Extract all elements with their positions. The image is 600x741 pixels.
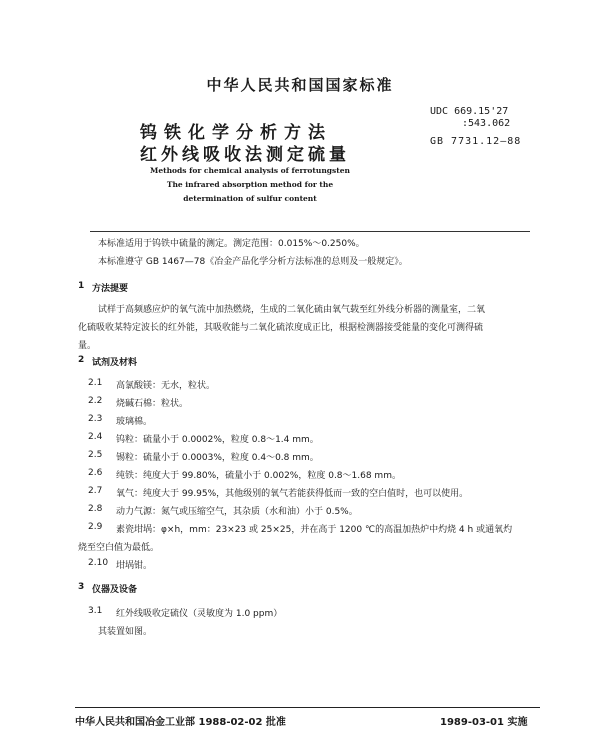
list-item-number: 2.4	[88, 432, 103, 442]
list-item-text: 氧气：纯度大于 99.95%，其他级别的氧气若能获得低而一致的空白值时，也可以使用。	[116, 489, 469, 499]
list-item-number: 2.3	[88, 414, 103, 424]
document-title-line1: 钨铁化学分析方法	[140, 123, 332, 143]
english-title-line3: determination of sulfur content	[183, 194, 317, 203]
list-item-text: 烧碱石棉：粒状。	[116, 399, 189, 409]
section-1-paragraph-line3: 量。	[78, 341, 97, 351]
list-item-text: 玻璃棉。	[116, 417, 153, 427]
section-2-number: 2	[78, 355, 85, 365]
list-item-number: 2.9	[88, 522, 103, 532]
compliance-statement: 本标准遵守 GB 1467—78《冶金产品化学分析方法标准的总则及一般规定》。	[98, 257, 408, 267]
list-item-text: 红外线吸收定硫仪（灵敏度为 1.0 ppm）	[116, 609, 283, 619]
footer-divider	[75, 707, 540, 708]
list-item-number: 3.1	[88, 606, 103, 616]
standard-name: 中华人民共和国国家标准	[206, 76, 394, 94]
scope-statement: 本标准适用于钨铁中硫量的测定。测定范围：0.015%～0.250%。	[98, 239, 365, 249]
list-item-text: 锡粒：硫量小于 0.0003%，粒度 0.4～0.8 mm。	[116, 453, 319, 463]
list-item-number: 2.2	[88, 396, 103, 406]
list-item-number: 2.6	[88, 468, 103, 478]
section-1-paragraph-line2: 化硫吸收某特定波长的红外能，其吸收能与二氧化硫浓度成正比，根据检测器接受能量的变化可测得硫	[78, 323, 484, 333]
english-title-line2: The infrared absorption method for the	[166, 180, 334, 189]
section-1-number: 1	[78, 281, 85, 291]
section-3-title: 仪器及设备	[92, 585, 138, 595]
section-1-paragraph-line1: 试样于高频感应炉的氧气流中加热燃烧，生成的二氧化硫由氧气载至红外线分析器的测量室，二氧	[98, 305, 486, 315]
list-item-text: 纯铁：纯度大于 99.80%，硫量小于 0.002%，粒度 0.8～1.68 mm。	[116, 471, 401, 481]
list-item-number: 2.1	[88, 378, 103, 388]
udc-code-line2: :543.062	[462, 118, 511, 129]
english-title-line1: Methods for chemical analysis of ferrotungsten	[150, 166, 350, 175]
section-2-title: 试剂及材料	[92, 358, 138, 368]
document-title-line2: 红外线吸收法测定硫量	[140, 145, 350, 165]
list-item-number: 2.8	[88, 504, 103, 514]
header-divider	[90, 231, 530, 232]
section-1-title: 方法提要	[92, 284, 129, 294]
udc-code-line1: UDC 669.15'27	[430, 106, 509, 117]
approval-notice: 中华人民共和国冶金工业部 1988-02-02 批准	[75, 717, 286, 728]
section-3-number: 3	[78, 582, 85, 592]
list-item-text: 动力气源：氮气或压缩空气，其杂质（水和油）小于 0.5%。	[116, 507, 358, 517]
list-item-number: 2.5	[88, 450, 103, 460]
list-item-number: 2.7	[88, 486, 103, 496]
list-item-text: 钨粒：硫量小于 0.0002%，粒度 0.8～1.4 mm。	[116, 435, 319, 445]
list-item-continuation: 烧至空白值为最低。	[78, 543, 160, 553]
list-item-text: 坩埚钳。	[116, 561, 153, 571]
list-item-text: 素瓷坩埚：φ×h，mm：23×23 或 25×25，并在高于 1200 ℃的高温加热炉中灼烧 4 h 或通氧灼	[116, 525, 513, 535]
gb-standard-number: GB 7731.12—88	[430, 136, 522, 147]
list-item-text: 高氯酸镁：无水，粒状。	[116, 381, 216, 391]
list-item-continuation: 其装置如图。	[98, 627, 153, 637]
effective-date: 1989-03-01 实施	[440, 717, 528, 728]
list-item-number: 2.10	[88, 558, 109, 568]
